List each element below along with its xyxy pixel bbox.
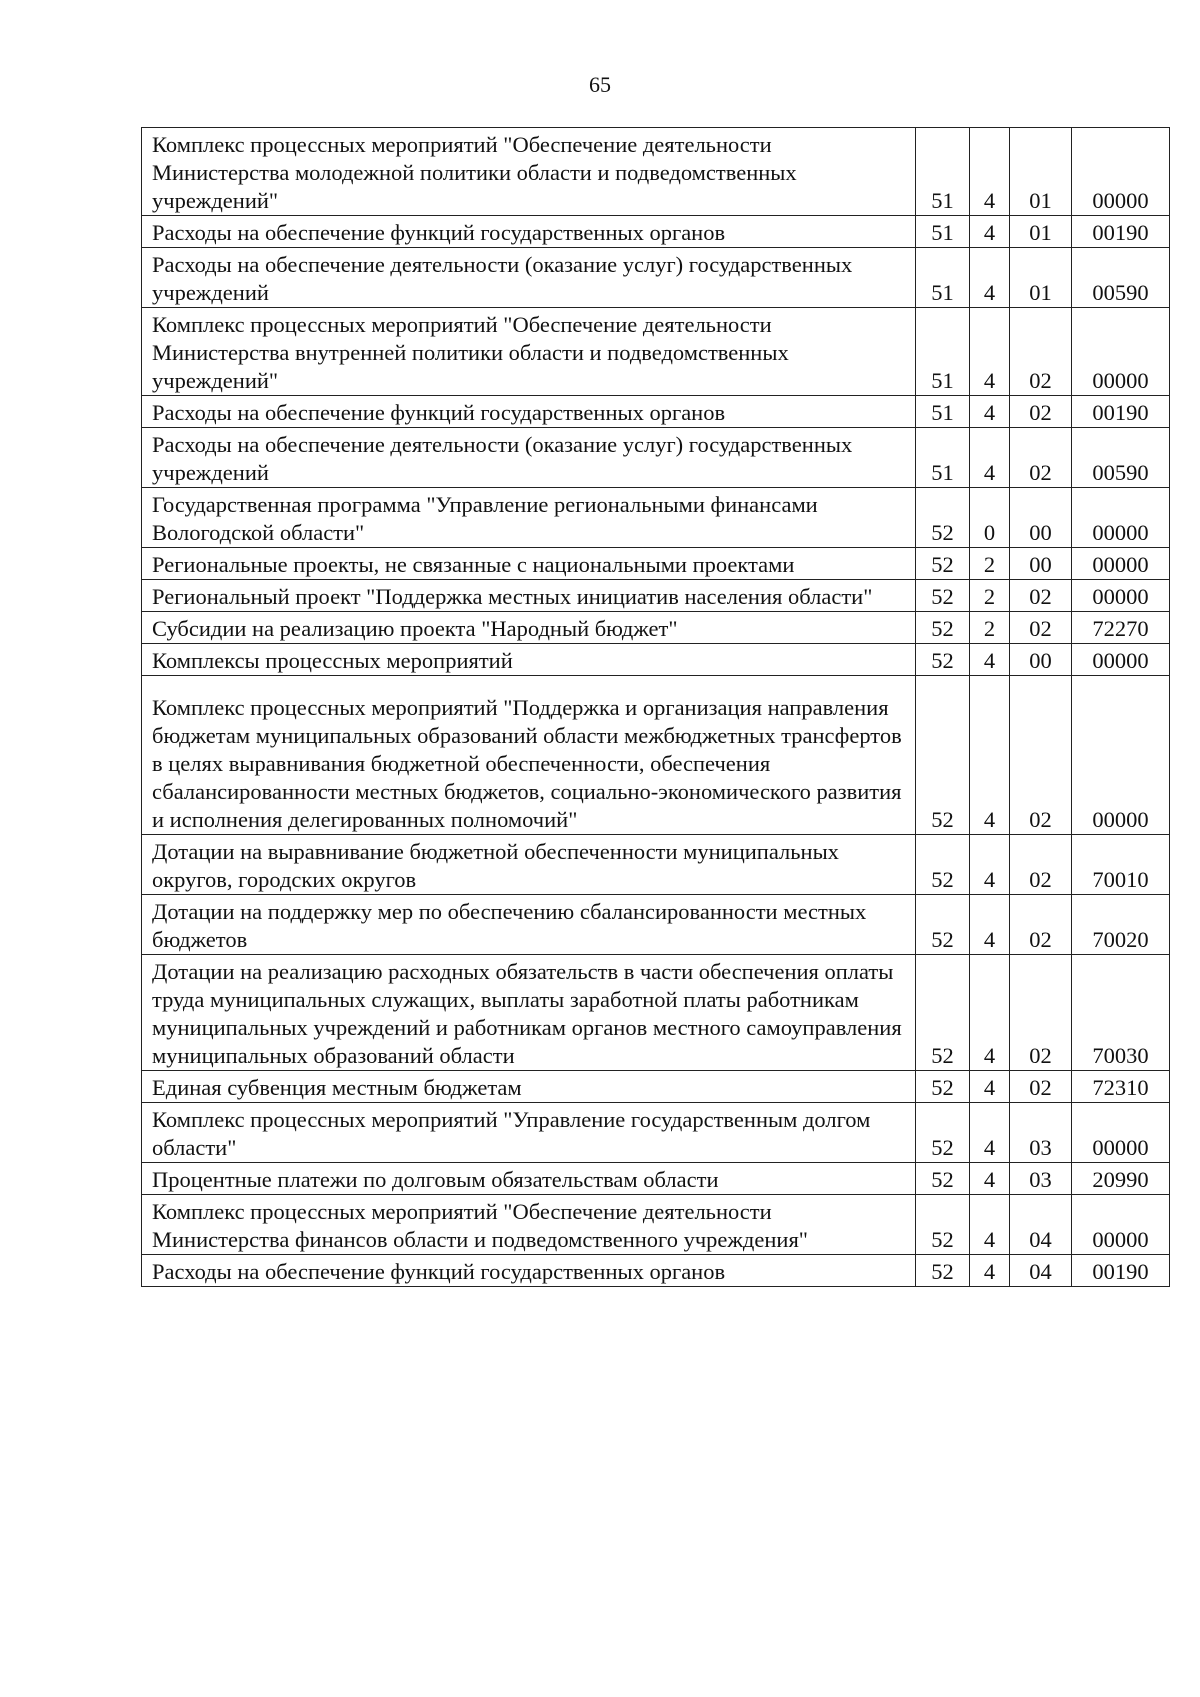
expense-direction-code: 70030: [1072, 955, 1170, 1071]
program-code: 52: [916, 1255, 970, 1287]
row-name: Субсидии на реализацию проекта "Народный бюджет": [142, 612, 916, 644]
row-name: Региональный проект "Поддержка местных инициатив населения области": [142, 580, 916, 612]
table-row: [142, 1195, 1170, 1255]
expense-direction-code: 00190: [1072, 396, 1170, 428]
subprogram-type-code: 4: [970, 676, 1010, 835]
structural-element-code: 00: [1010, 644, 1072, 676]
structural-element-code: 04: [1010, 1255, 1072, 1287]
program-code: 51: [916, 216, 970, 248]
table-row: [142, 676, 1170, 835]
program-code: 51: [916, 248, 970, 308]
row-name: Комплексы процессных мероприятий: [142, 644, 916, 676]
expense-direction-code: 00000: [1072, 580, 1170, 612]
row-name: Региональные проекты, не связанные с национальными проектами: [142, 548, 916, 580]
page-number: 65: [589, 72, 611, 97]
subprogram-type-code: 4: [970, 128, 1010, 216]
row-name: Расходы на обеспечение функций государственных органов: [142, 216, 916, 248]
expense-direction-code: 00190: [1072, 1255, 1170, 1287]
structural-element-code: 02: [1010, 1071, 1072, 1103]
subprogram-type-code: 2: [970, 548, 1010, 580]
structural-element-code: 02: [1010, 835, 1072, 895]
structural-element-code: 02: [1010, 955, 1072, 1071]
expense-direction-code: 00000: [1072, 308, 1170, 396]
program-code: 51: [916, 396, 970, 428]
structural-element-code: 01: [1010, 248, 1072, 308]
program-code: 52: [916, 1195, 970, 1255]
program-code: 51: [916, 308, 970, 396]
structural-element-code: 04: [1010, 1195, 1072, 1255]
subprogram-type-code: 4: [970, 895, 1010, 955]
expense-direction-code: 00000: [1072, 128, 1170, 216]
program-code: 52: [916, 612, 970, 644]
program-code: 51: [916, 128, 970, 216]
expense-direction-code: 00000: [1072, 676, 1170, 835]
table-row: [142, 488, 1170, 548]
row-name: Расходы на обеспечение деятельности (оказание услуг) государственных учреждений: [142, 248, 916, 308]
structural-element-code: 00: [1010, 488, 1072, 548]
table-row: [142, 955, 1170, 1071]
structural-element-code: 00: [1010, 548, 1072, 580]
table-row: [142, 396, 1170, 428]
program-code: 51: [916, 428, 970, 488]
subprogram-type-code: 4: [970, 216, 1010, 248]
row-name: Дотации на реализацию расходных обязательств в части обеспечения оплаты труда муниципальных служащих, выплаты заработной платы работникам муниципальных учреждений и работникам органов местного самоуправления муниципальных образований области: [142, 955, 916, 1071]
expense-direction-code: 20990: [1072, 1163, 1170, 1195]
table-body: [142, 128, 1170, 1287]
row-name: Комплекс процессных мероприятий "Управление государственным долгом области": [142, 1103, 916, 1163]
structural-element-code: 02: [1010, 895, 1072, 955]
expense-direction-code: 70010: [1072, 835, 1170, 895]
table-row: [142, 580, 1170, 612]
subprogram-type-code: 4: [970, 308, 1010, 396]
row-name: Государственная программа "Управление региональными финансами Вологодской области": [142, 488, 916, 548]
subprogram-type-code: 2: [970, 612, 1010, 644]
expense-direction-code: 00190: [1072, 216, 1170, 248]
subprogram-type-code: 4: [970, 1163, 1010, 1195]
program-code: 52: [916, 835, 970, 895]
table-row: [142, 1163, 1170, 1195]
row-name: Процентные платежи по долговым обязательствам области: [142, 1163, 916, 1195]
subprogram-type-code: 4: [970, 644, 1010, 676]
structural-element-code: 02: [1010, 676, 1072, 835]
table-row: [142, 428, 1170, 488]
row-name: Расходы на обеспечение функций государственных органов: [142, 396, 916, 428]
subprogram-type-code: 4: [970, 1195, 1010, 1255]
table-row: [142, 308, 1170, 396]
expense-direction-code: 00000: [1072, 1195, 1170, 1255]
program-code: 52: [916, 644, 970, 676]
table-row: [142, 548, 1170, 580]
program-code: 52: [916, 488, 970, 548]
table-row: [142, 612, 1170, 644]
structural-element-code: 02: [1010, 308, 1072, 396]
subprogram-type-code: 4: [970, 396, 1010, 428]
program-code: 52: [916, 895, 970, 955]
structural-element-code: 02: [1010, 612, 1072, 644]
program-code: 52: [916, 955, 970, 1071]
subprogram-type-code: 4: [970, 1071, 1010, 1103]
row-name: Дотации на поддержку мер по обеспечению сбалансированности местных бюджетов: [142, 895, 916, 955]
table-row: [142, 1103, 1170, 1163]
expense-direction-code: 00000: [1072, 644, 1170, 676]
row-name: Комплекс процессных мероприятий "Обеспечение деятельности Министерства внутренней политики области и подведомственных учреждений": [142, 308, 916, 396]
program-code: 52: [916, 676, 970, 835]
table-row: [142, 835, 1170, 895]
table-row: [142, 216, 1170, 248]
structural-element-code: 03: [1010, 1163, 1072, 1195]
row-name: Дотации на выравнивание бюджетной обеспеченности муниципальных округов, городских округов: [142, 835, 916, 895]
subprogram-type-code: 4: [970, 1255, 1010, 1287]
table-row: [142, 1071, 1170, 1103]
subprogram-type-code: 4: [970, 835, 1010, 895]
row-name: Комплекс процессных мероприятий "Обеспечение деятельности Министерства молодежной политики области и подведомственных учреждений": [142, 128, 916, 216]
structural-element-code: 01: [1010, 216, 1072, 248]
row-name: Комплекс процессных мероприятий "Обеспечение деятельности Министерства финансов области и подведомственного учреждения": [142, 1195, 916, 1255]
expense-direction-code: 00000: [1072, 1103, 1170, 1163]
program-code: 52: [916, 548, 970, 580]
budget-classification-table: [141, 127, 1170, 1287]
structural-element-code: 03: [1010, 1103, 1072, 1163]
expense-direction-code: 00000: [1072, 488, 1170, 548]
subprogram-type-code: 0: [970, 488, 1010, 548]
program-code: 52: [916, 1163, 970, 1195]
subprogram-type-code: 4: [970, 955, 1010, 1071]
structural-element-code: 02: [1010, 428, 1072, 488]
subprogram-type-code: 2: [970, 580, 1010, 612]
expense-direction-code: 00590: [1072, 248, 1170, 308]
table-row: [142, 248, 1170, 308]
expense-direction-code: 00590: [1072, 428, 1170, 488]
table-row: [142, 895, 1170, 955]
expense-direction-code: 72310: [1072, 1071, 1170, 1103]
structural-element-code: 01: [1010, 128, 1072, 216]
structural-element-code: 02: [1010, 396, 1072, 428]
program-code: 52: [916, 580, 970, 612]
row-name: Расходы на обеспечение деятельности (оказание услуг) государственных учреждений: [142, 428, 916, 488]
table-row: [142, 1255, 1170, 1287]
subprogram-type-code: 4: [970, 1103, 1010, 1163]
row-name: Комплекс процессных мероприятий "Поддержка и организация направления бюджетам муниципальных образований области межбюджетных трансфертов в целях выравнивания бюджетной обеспеченности, обеспечения сбалансированности местных бюджетов, социально-экономического развития и исполнения делегированных полномочий": [142, 676, 916, 835]
subprogram-type-code: 4: [970, 248, 1010, 308]
row-name: Единая субвенция местным бюджетам: [142, 1071, 916, 1103]
expense-direction-code: 70020: [1072, 895, 1170, 955]
expense-direction-code: 72270: [1072, 612, 1170, 644]
table-row: [142, 128, 1170, 216]
program-code: 52: [916, 1071, 970, 1103]
subprogram-type-code: 4: [970, 428, 1010, 488]
row-name: Расходы на обеспечение функций государственных органов: [142, 1255, 916, 1287]
table-row: [142, 644, 1170, 676]
program-code: 52: [916, 1103, 970, 1163]
structural-element-code: 02: [1010, 580, 1072, 612]
expense-direction-code: 00000: [1072, 548, 1170, 580]
